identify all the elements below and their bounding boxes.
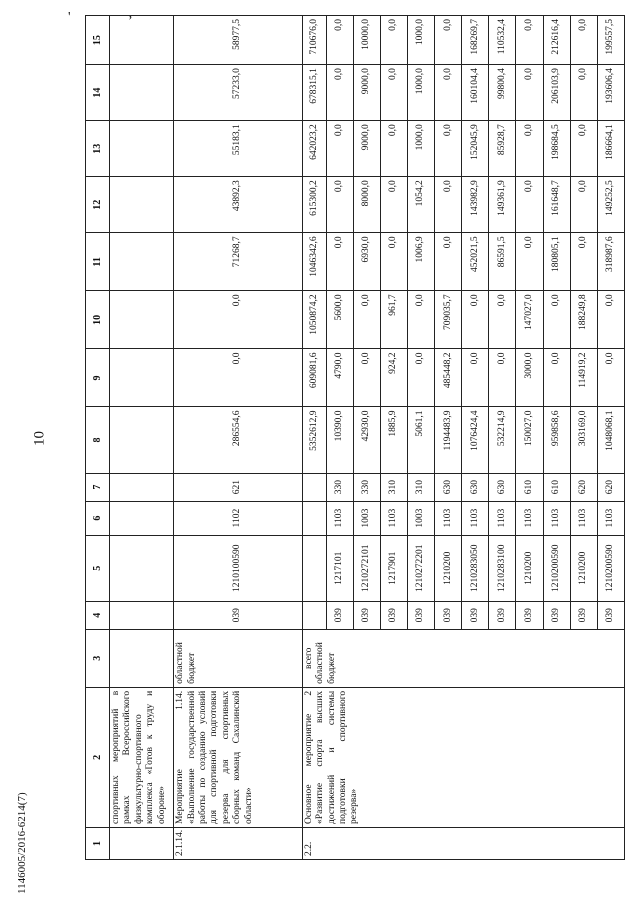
section-code-cell: 1103 xyxy=(435,501,462,535)
empty-cell xyxy=(110,501,174,535)
amount-cell: 99800,4 xyxy=(489,65,516,121)
amount-cell: 0,0 xyxy=(326,16,353,65)
scan-mark-right: ʼ xyxy=(128,14,133,29)
ministry-code-cell: 039 xyxy=(408,601,435,629)
expense-type-cell: 610 xyxy=(543,473,570,501)
amount-cell: 0,0 xyxy=(570,16,597,65)
amount-cell: 0,0 xyxy=(326,233,353,291)
amount-cell: 10000,0 xyxy=(353,16,380,65)
amount-cell: 0,0 xyxy=(516,121,543,177)
amount-cell: 1000,0 xyxy=(408,16,435,65)
amount-cell: 0,0 xyxy=(380,177,407,233)
target-article-cell: 1210272201 xyxy=(408,535,435,601)
total-amount-cell: 615300,2 xyxy=(302,177,326,233)
total-amount-cell: 609081,6 xyxy=(302,349,326,407)
expense-type-cell: 630 xyxy=(435,473,462,501)
column-header-8: 8 xyxy=(86,407,110,473)
column-header-15: 15 xyxy=(86,16,110,65)
ministry-code-cell: 039 xyxy=(516,601,543,629)
row-number-cell: 2.1.14. xyxy=(174,827,302,859)
amount-cell: 86591,5 xyxy=(489,233,516,291)
amount-cell: 110532,4 xyxy=(489,16,516,65)
target-article-cell: 1210200 xyxy=(435,535,462,601)
total-amount-cell: 642023,2 xyxy=(302,121,326,177)
total-amount-cell: 1046342,6 xyxy=(302,233,326,291)
amount-cell: 9000,0 xyxy=(353,65,380,121)
row-name-cell: Мероприятие 1.14. «Выполнение государственной работы по созданию условий для спортивной подготовки резерва для спортивных сборных команд Сахалинской области» xyxy=(174,687,302,827)
amount-cell: 0,0 xyxy=(380,233,407,291)
total-label: всего xyxy=(303,647,314,669)
amount-cell: 186664,1 xyxy=(597,121,624,177)
expense-type-cell: 330 xyxy=(353,473,380,501)
amount-cell: 0,0 xyxy=(435,233,462,291)
empty-cell xyxy=(302,601,326,629)
target-article-cell: 1210200590 xyxy=(543,535,570,601)
amount-cell: 485448,2 xyxy=(435,349,462,407)
amount-cell: 5600,0 xyxy=(326,291,353,349)
total-amount-cell: 710676,0 xyxy=(302,16,326,65)
amount-cell: 114919,2 xyxy=(570,349,597,407)
row-number-cell xyxy=(110,827,174,859)
amount-cell: 0,0 xyxy=(462,291,489,349)
amount-cell: 9000,0 xyxy=(353,121,380,177)
amount-cell: 0,0 xyxy=(516,233,543,291)
empty-cell xyxy=(110,349,174,407)
empty-cell xyxy=(110,629,174,687)
amount-cell: 5061,1 xyxy=(408,407,435,473)
section-code-cell: 1103 xyxy=(543,501,570,535)
expense-type-cell: 610 xyxy=(516,473,543,501)
row-name-cell: спортивных мероприятий в рамках Всероссийского физкультурно-спортивного комплекса «Готов к труду и обороне» xyxy=(110,687,174,827)
expense-type-cell: 310 xyxy=(408,473,435,501)
expense-type-cell: 620 xyxy=(597,473,624,501)
table-row-total xyxy=(302,16,326,860)
expense-type-cell: 620 xyxy=(570,473,597,501)
document-footer-code: 1146005/2016-6214(7) xyxy=(16,792,28,894)
empty-cell xyxy=(302,501,326,535)
ministry-code-cell: 039 xyxy=(435,601,462,629)
target-article-cell: 1210100590 xyxy=(174,535,302,601)
amount-cell: 1885,9 xyxy=(380,407,407,473)
total-amount-cell: 1050874,2 xyxy=(302,291,326,349)
section-code-cell: 1103 xyxy=(516,501,543,535)
expense-type-cell: 310 xyxy=(380,473,407,501)
section-code-cell: 1103 xyxy=(570,501,597,535)
amount-cell: 0,0 xyxy=(435,16,462,65)
amount-cell: 0,0 xyxy=(570,65,597,121)
amount-cell: 1076424,4 xyxy=(462,407,489,473)
empty-cell xyxy=(110,473,174,501)
empty-cell xyxy=(110,16,174,65)
scan-mark-left: ' xyxy=(68,10,71,25)
amount-cell: 180805,1 xyxy=(543,233,570,291)
amount-cell: 959858,6 xyxy=(543,407,570,473)
amount-cell: 188249,8 xyxy=(570,291,597,349)
expense-type-cell: 621 xyxy=(174,473,302,501)
amount-cell: 1000,0 xyxy=(408,121,435,177)
ministry-code-cell: 039 xyxy=(489,601,516,629)
amount-cell: 4790,0 xyxy=(326,349,353,407)
expense-type-cell: 630 xyxy=(489,473,516,501)
ministry-code-cell: 039 xyxy=(326,601,353,629)
amount-cell: 0,0 xyxy=(570,233,597,291)
expense-type-cell: 330 xyxy=(326,473,353,501)
amount-cell: 0,0 xyxy=(435,65,462,121)
amount-cell: 961,7 xyxy=(380,291,407,349)
column-header-6: 6 xyxy=(86,501,110,535)
section-code-cell: 1003 xyxy=(408,501,435,535)
ministry-code-cell: 039 xyxy=(380,601,407,629)
amount-cell: 0,0 xyxy=(435,177,462,233)
section-code-cell: 1103 xyxy=(462,501,489,535)
amount-cell: 0,0 xyxy=(353,349,380,407)
table-row-continuation xyxy=(110,16,174,860)
budget-table xyxy=(85,15,625,860)
amount-cell: 0,0 xyxy=(543,291,570,349)
column-header-11: 11 xyxy=(86,233,110,291)
amount-cell: 1000,0 xyxy=(408,65,435,121)
empty-cell xyxy=(302,535,326,601)
amount-cell: 0,0 xyxy=(516,16,543,65)
amount-cell: 150027,0 xyxy=(516,407,543,473)
amount-cell: 0,0 xyxy=(174,291,302,349)
amount-cell: 0,0 xyxy=(380,65,407,121)
funding-source-cell xyxy=(302,629,624,687)
empty-cell xyxy=(110,407,174,473)
amount-cell: 6930,0 xyxy=(353,233,380,291)
amount-cell: 152045,9 xyxy=(462,121,489,177)
amount-cell: 161648,7 xyxy=(543,177,570,233)
amount-cell: 0,0 xyxy=(380,121,407,177)
target-article-cell: 1210200590 xyxy=(597,535,624,601)
budget-table-sheet xyxy=(85,15,625,860)
ministry-code-cell: 039 xyxy=(597,601,624,629)
amount-cell: 8000,0 xyxy=(353,177,380,233)
amount-cell: 0,0 xyxy=(408,291,435,349)
amount-cell: 0,0 xyxy=(570,121,597,177)
target-article-cell: 1210283100 xyxy=(489,535,516,601)
empty-cell xyxy=(110,121,174,177)
amount-cell: 42930,0 xyxy=(353,407,380,473)
target-article-cell: 1210272101 xyxy=(353,535,380,601)
table-row xyxy=(174,16,302,860)
column-header-2: 2 xyxy=(86,687,110,827)
column-header-4: 4 xyxy=(86,601,110,629)
amount-cell: 1194483,9 xyxy=(435,407,462,473)
amount-cell: 0,0 xyxy=(380,16,407,65)
target-article-cell: 1210283050 xyxy=(462,535,489,601)
column-header-9: 9 xyxy=(86,349,110,407)
amount-cell: 0,0 xyxy=(326,65,353,121)
amount-cell: 532214,9 xyxy=(489,407,516,473)
target-article-cell: 1210200 xyxy=(516,535,543,601)
section-code-cell: 1003 xyxy=(353,501,380,535)
funding-source-cell: областной бюджет xyxy=(174,629,302,687)
amount-cell: 0,0 xyxy=(326,121,353,177)
empty-cell xyxy=(110,233,174,291)
ministry-code-cell: 039 xyxy=(174,601,302,629)
amount-cell: 0,0 xyxy=(597,349,624,407)
section-code-cell: 1102 xyxy=(174,501,302,535)
amount-cell: 43892,3 xyxy=(174,177,302,233)
empty-cell xyxy=(302,473,326,501)
header-row xyxy=(86,16,110,860)
amount-cell: 193606,4 xyxy=(597,65,624,121)
amount-cell: 0,0 xyxy=(408,349,435,407)
amount-cell: 1048068,1 xyxy=(597,407,624,473)
column-header-5: 5 xyxy=(86,535,110,601)
amount-cell: 0,0 xyxy=(489,349,516,407)
funding-source-label: областной бюджет xyxy=(315,642,337,684)
amount-cell: 1054,2 xyxy=(408,177,435,233)
section-code-cell: 1103 xyxy=(597,501,624,535)
amount-cell: 57233,0 xyxy=(174,65,302,121)
amount-cell: 143982,9 xyxy=(462,177,489,233)
ministry-code-cell: 039 xyxy=(543,601,570,629)
total-amount-cell: 5352612,9 xyxy=(302,407,326,473)
section-code-cell: 1103 xyxy=(489,501,516,535)
amount-cell: 286554,6 xyxy=(174,407,302,473)
amount-cell: 199557,5 xyxy=(597,16,624,65)
row-name-cell: Основное мероприятие 2 «Развитие спорта высших достижений и системы подготовки спортивного резерва» xyxy=(302,687,624,827)
amount-cell: 147027,0 xyxy=(516,291,543,349)
empty-cell xyxy=(110,177,174,233)
ministry-code-cell: 039 xyxy=(570,601,597,629)
empty-cell xyxy=(110,291,174,349)
column-header-7: 7 xyxy=(86,473,110,501)
page-number: 10 xyxy=(31,431,48,446)
column-header-14: 14 xyxy=(86,65,110,121)
ministry-code-cell: 039 xyxy=(353,601,380,629)
amount-cell: 58977,5 xyxy=(174,16,302,65)
amount-cell: 206103,9 xyxy=(543,65,570,121)
total-amount-cell: 678315,1 xyxy=(302,65,326,121)
amount-cell: 0,0 xyxy=(597,291,624,349)
column-header-13: 13 xyxy=(86,121,110,177)
amount-cell: 10390,0 xyxy=(326,407,353,473)
amount-cell: 303169,0 xyxy=(570,407,597,473)
column-header-3: 3 xyxy=(86,629,110,687)
amount-cell: 0,0 xyxy=(489,291,516,349)
amount-cell: 160104,4 xyxy=(462,65,489,121)
target-article-cell: 1217101 xyxy=(326,535,353,601)
amount-cell: 0,0 xyxy=(174,349,302,407)
amount-cell: 0,0 xyxy=(570,177,597,233)
amount-cell: 149361,9 xyxy=(489,177,516,233)
amount-cell: 0,0 xyxy=(516,65,543,121)
amount-cell: 452021,5 xyxy=(462,233,489,291)
amount-cell: 212616,4 xyxy=(543,16,570,65)
target-article-cell: 1210200 xyxy=(570,535,597,601)
amount-cell: 3000,0 xyxy=(516,349,543,407)
section-code-cell: 1103 xyxy=(380,501,407,535)
amount-cell: 0,0 xyxy=(326,177,353,233)
amount-cell: 71268,7 xyxy=(174,233,302,291)
amount-cell: 198684,5 xyxy=(543,121,570,177)
amount-cell: 0,0 xyxy=(435,121,462,177)
ministry-code-cell: 039 xyxy=(462,601,489,629)
amount-cell: 924,2 xyxy=(380,349,407,407)
amount-cell: 55183,1 xyxy=(174,121,302,177)
amount-cell: 0,0 xyxy=(516,177,543,233)
empty-cell xyxy=(110,65,174,121)
column-header-1: 1 xyxy=(86,827,110,859)
amount-cell: 1006,9 xyxy=(408,233,435,291)
expense-type-cell: 630 xyxy=(462,473,489,501)
amount-cell: 149252,5 xyxy=(597,177,624,233)
amount-cell: 709035,7 xyxy=(435,291,462,349)
section-code-cell: 1103 xyxy=(326,501,353,535)
amount-cell: 168269,7 xyxy=(462,16,489,65)
empty-cell xyxy=(110,601,174,629)
column-header-12: 12 xyxy=(86,177,110,233)
column-header-10: 10 xyxy=(86,291,110,349)
amount-cell: 0,0 xyxy=(543,349,570,407)
amount-cell: 0,0 xyxy=(353,291,380,349)
amount-cell: 85928,7 xyxy=(489,121,516,177)
row-number-cell: 2.2. xyxy=(302,827,624,859)
amount-cell: 0,0 xyxy=(462,349,489,407)
target-article-cell: 1217901 xyxy=(380,535,407,601)
empty-cell xyxy=(110,535,174,601)
amount-cell: 318987,6 xyxy=(597,233,624,291)
